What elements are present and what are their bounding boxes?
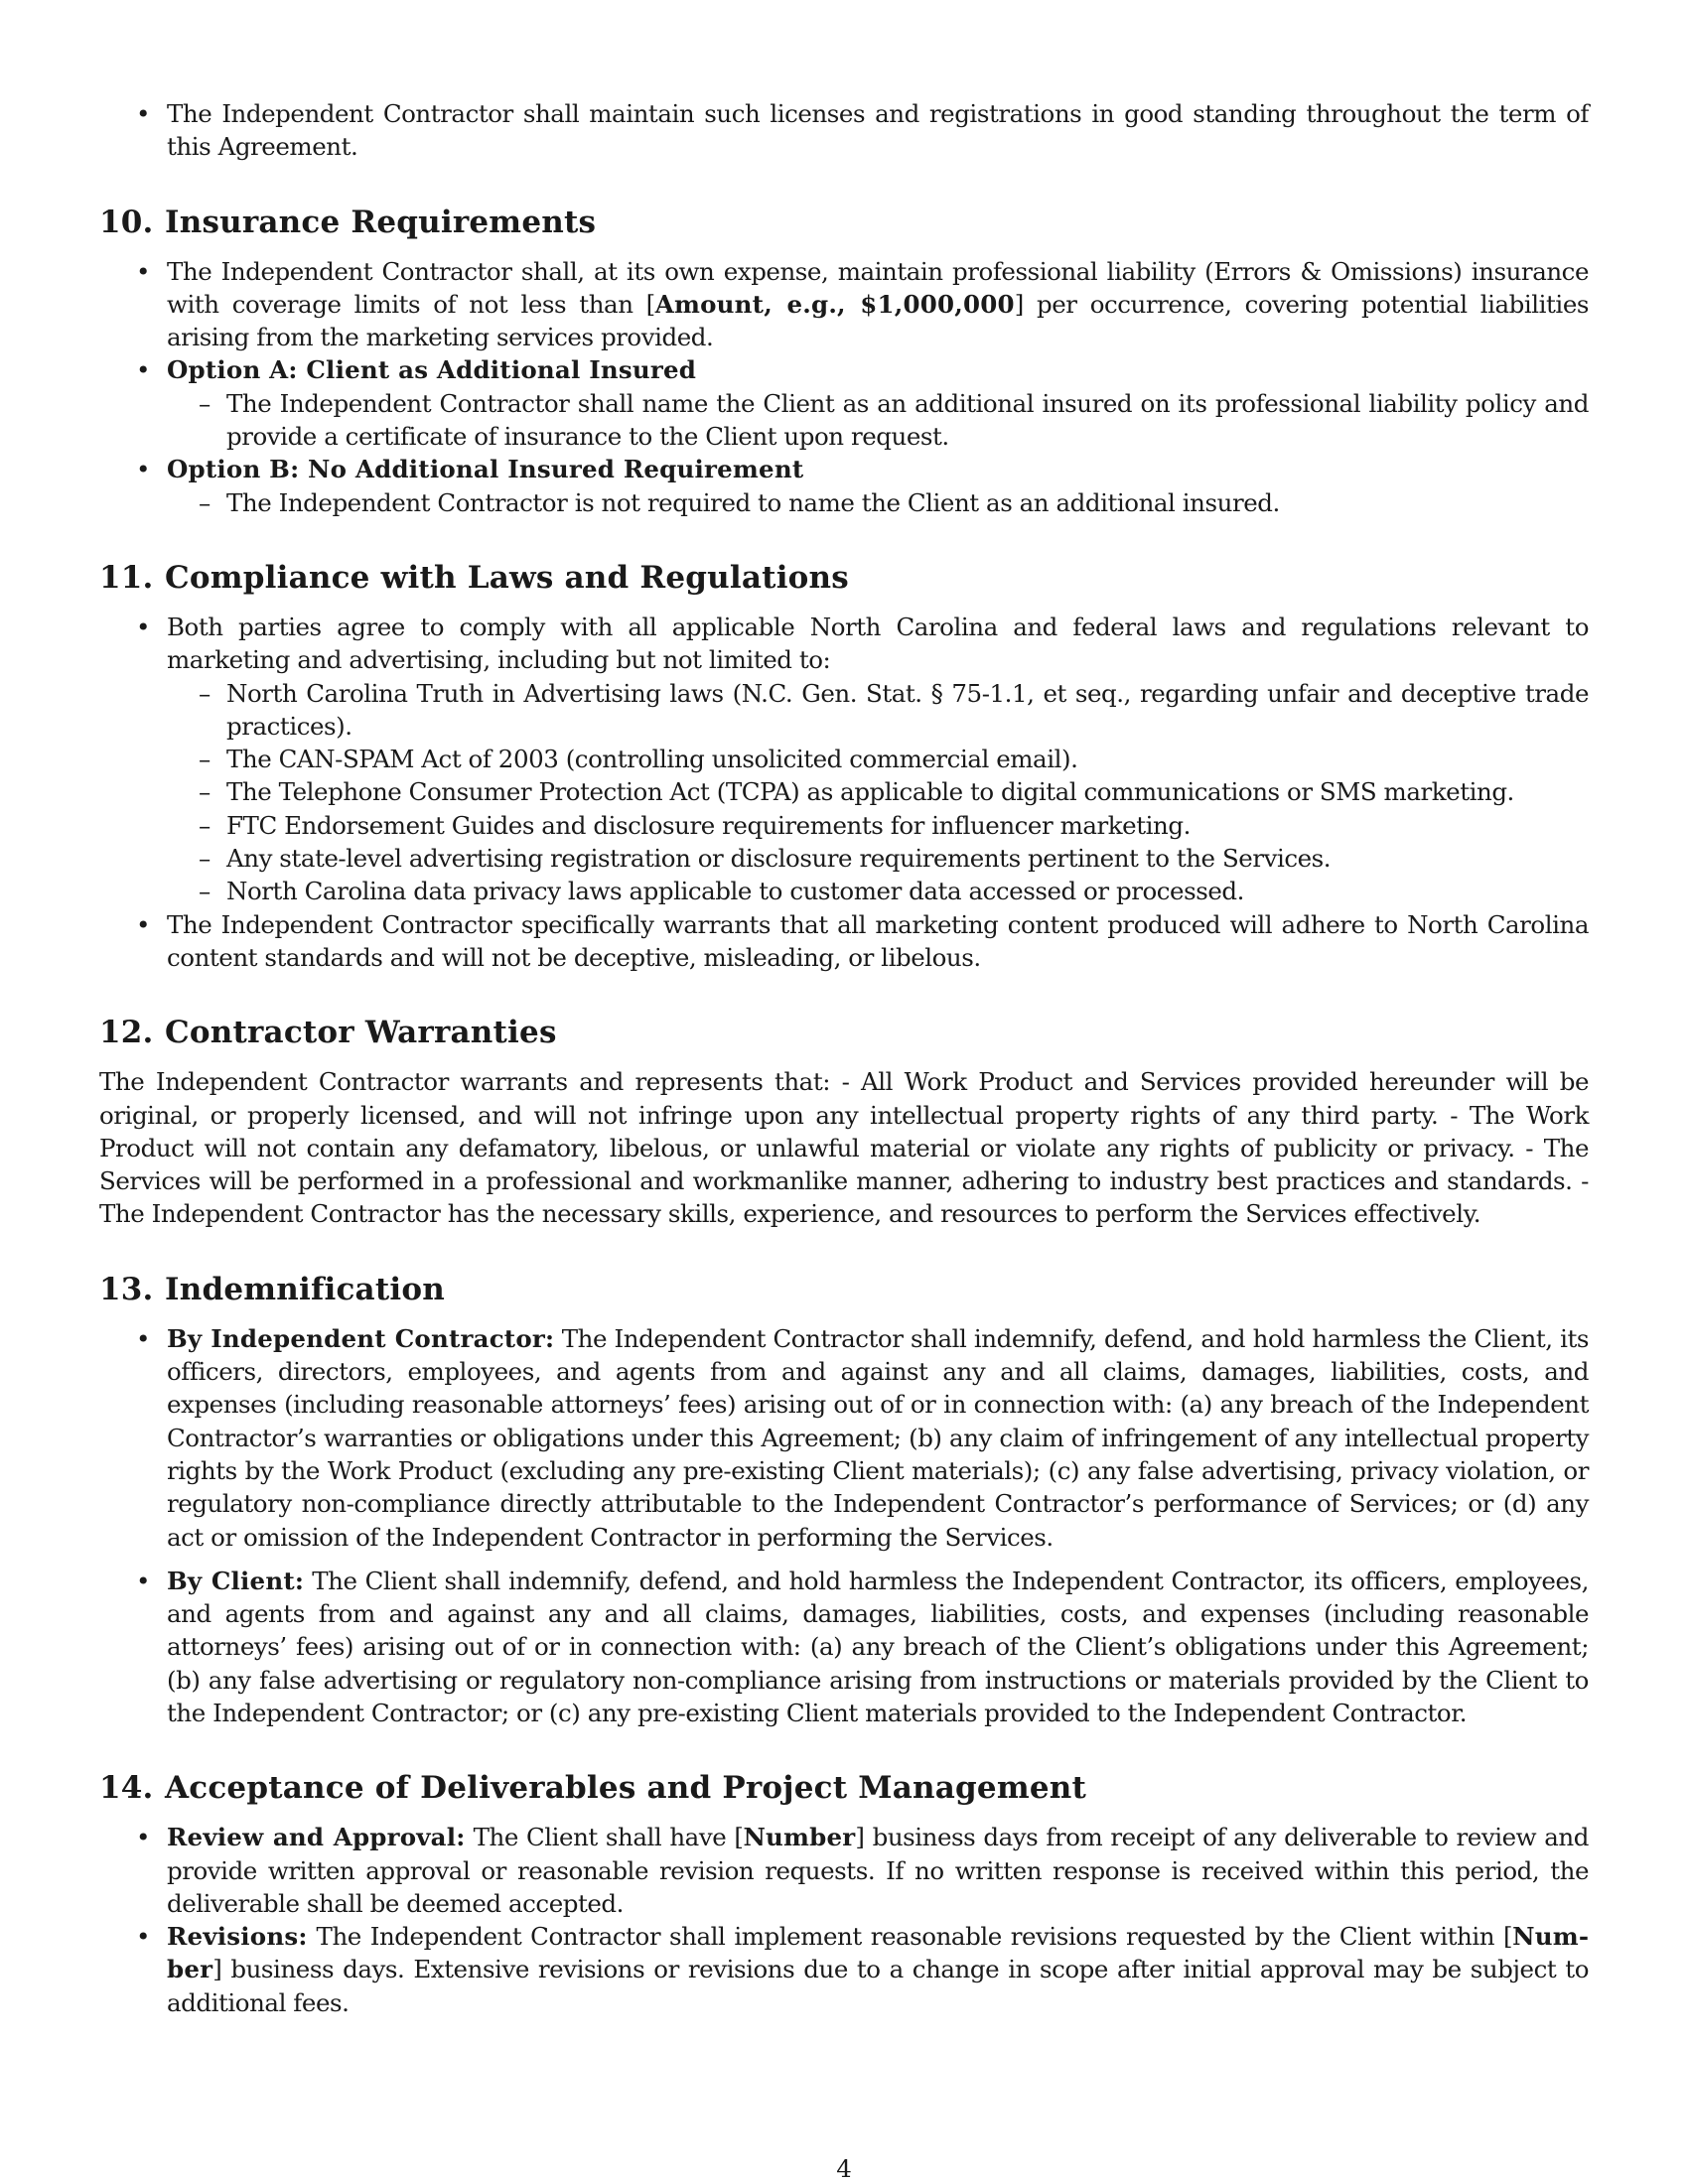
sublist-item: – North Carolina data privacy laws applicable to customer data accessed or processed. <box>167 875 1589 907</box>
section-heading-compliance: 11. Compliance with Laws and Regulations <box>99 559 849 596</box>
sublist-item: – The Telephone Consumer Protection Act (TCPA) as applicable to digital communications or SMS marketing. <box>167 775 1589 808</box>
laws-sublist <box>167 677 1589 908</box>
list-item: • Both parties agree to comply with all applicable North Carolina and federal laws and regulations relevant to marketing and advertising, including but not limited to: – North Carolina Truth in Advertising laws (N.C. Gen. Stat. § 75-1.1, et seq., regarding unfair and deceptive trade practices). – The CAN-SPAM Act of 2003 (controlling unsolicited commercial email). – The Telephone Consumer Protection Act (TCPA) as applicable to digital communications or SMS marketing. – FTC Endorsement Guides and disclosure requirements for influencer marketing. – Any state-level advertising registration or disclosure requirements pertinent to the Services. – North Carolina data privacy laws applicable to customer data accessed or processed. <box>99 611 1589 908</box>
sublist-item: – North Carolina Truth in Advertising laws (N.C. Gen. Stat. § 75-1.1, et seq., regarding unfair and deceptive trade practices). <box>167 677 1589 744</box>
option-a-sublist <box>167 387 1589 454</box>
section-heading-insurance: 10. Insurance Requirements <box>99 204 597 240</box>
indemnification-list <box>99 1322 1589 1730</box>
list-item: • The Independent Contractor shall maintain such licenses and registrations in good standing throughout the term of this Agreement. <box>99 97 1589 164</box>
list-item: • Revisions: The Independent Contractor shall implement reasonable revisions requested by the Client within [Number] business days. Extensive revisions or revisions due to a change in scope after initial approval may be subject to additional fees. <box>99 1920 1589 2019</box>
sublist-item: – The CAN-SPAM Act of 2003 (controlling unsolicited commercial email). <box>167 743 1589 775</box>
acceptance-list <box>99 1821 1589 2019</box>
insurance-list <box>99 255 1589 519</box>
list-item: • Review and Approval: The Client shall have [Number] business days from receipt of any deliverable to review and provide written approval or reasonable revision requests. If no written response is received within this period, the deliverable shall be deemed accepted. <box>99 1821 1589 1920</box>
list-item-option-b: • Option B: No Additional Insured Requirement – The Independent Contractor is not required to name the Client as an additional insured. <box>99 453 1589 519</box>
list-item: • By Client: The Client shall indemnify, defend, and hold harmless the Independent Contractor, its officers, employees, and agents from and against any and all claims, damages, liabilities, costs, and expenses (including reasonable attorneys’ fees) arising out of or in connection with: (a) any breach of the Client’s obligations under this Agreement; (b) any false advertising or regulatory non-compliance arising from instructions or materials provided by the Client to the Independent Contractor; or (c) any pre-existing Client materials provided to the Independent Contractor. <box>99 1565 1589 1729</box>
warranties-paragraph: The Independent Contractor warrants and represents that: - All Work Product and Services provided hereunder will be original, or properly licensed, and will not infringe upon any intellectual property rights of any third party. - The Work Product will not contain any defamatory, libelous, or unlawful material or violate any rights of publicity or privacy. - The Services will be performed in a professional and workmanlike manner, adhering to industry best practices and standards. - The Independent Contractor has the necessary skills, experience, and resources to perform the Services effectively. <box>99 1067 1589 1229</box>
page-number: 4 <box>836 2154 852 2183</box>
page-content <box>99 97 1589 2019</box>
option-b-sublist <box>167 486 1589 519</box>
sublist-item: – The Independent Contractor is not required to name the Client as an additional insured. <box>167 486 1589 519</box>
section-heading-acceptance: 14. Acceptance of Deliverables and Project Management <box>99 1770 1087 1807</box>
list-item: • The Independent Contractor specifically warrants that all marketing content produced will adhere to North Carolina content standards and will not be deceptive, misleading, or libelous. <box>99 908 1589 975</box>
sublist-item: – FTC Endorsement Guides and disclosure requirements for influencer marketing. <box>167 809 1589 842</box>
list-item-option-a: • Option A: Client as Additional Insured – The Independent Contractor shall name the Client as an additional insured on its professional liability policy and provide a certificate of insurance to the Client upon request. <box>99 353 1589 453</box>
sublist-item: – The Independent Contractor shall name the Client as an additional insured on its professional liability policy and provide a certificate of insurance to the Client upon request. <box>167 387 1589 454</box>
section-heading-indemnification: 13. Indemnification <box>99 1271 445 1307</box>
compliance-list <box>99 611 1589 974</box>
sublist-item: – Any state-level advertising registration or disclosure requirements pertinent to the Services. <box>167 842 1589 875</box>
section-heading-warranties: 12. Contractor Warranties <box>99 1015 557 1051</box>
intro-list <box>99 97 1589 164</box>
list-item: • By Independent Contractor: The Independent Contractor shall indemnify, defend, and hold harmless the Client, its officers, directors, employees, and agents from and against any and all claims, damages, liabilities, costs, and expenses (including reasonable attorneys’ fees) arising out of or in connection with: (a) any breach of the Independent Contractor’s warranties or obligations under this Agreement; (b) any claim of infringement of any intellectual property rights by the Work Product (excluding any pre-existing Client materials); (c) any false advertising, privacy violation, or regulatory non-compliance directly attributable to the Independent Contractor’s performance of Services; or (d) any act or omission of the Independent Contractor in performing the Services. <box>99 1322 1589 1554</box>
list-item: • The Independent Contractor shall, at its own expense, maintain professional liability (Errors & Omissions) insurance with coverage limits of not less than [Amount, e.g., $1,000,000] per occurrence, covering potential liabilities arising from the marketing services provided. <box>99 255 1589 354</box>
